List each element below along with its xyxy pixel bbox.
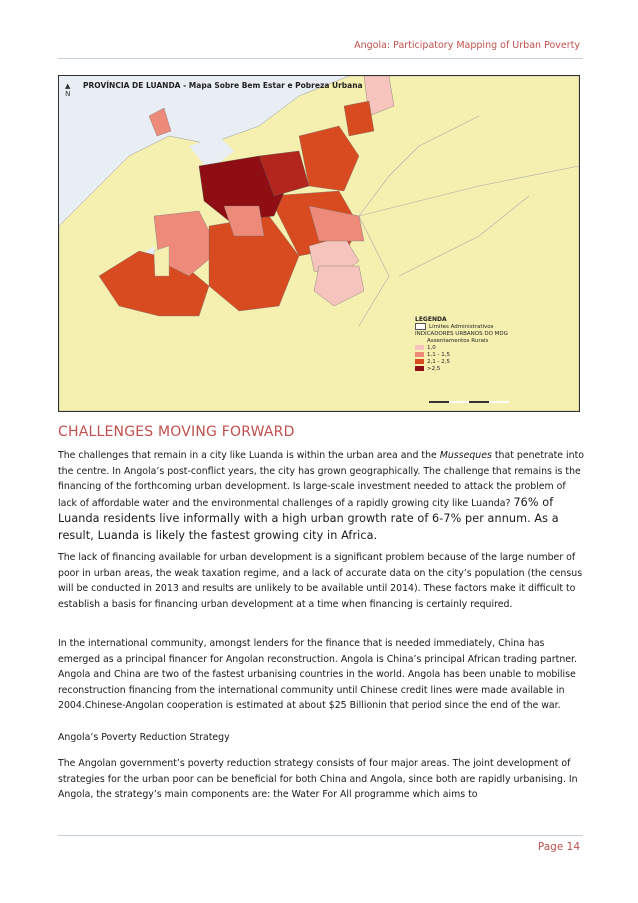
paragraph-challenges: The challenges that remain in a city like Luanda is within the urban area and the Musseques that penetrate into the centre. In Angola’s post-conflict years, the city has grown geographically. The challenge that remains is the financing of the forthcoming urban development. Is large-scale investment needed to attack the problem of lack of affordable water and the environmental challenges of a rapidly growing city like Luanda? 76% of Luanda residents live informally with a high urban growth rate of 6-7% per annum. As a result, Luanda is likely the fastest growing city in Africa.	[58, 450, 584, 542]
paragraph-financing: The lack of financing available for urban development is a significant problem because of the large number of poor in urban areas, the weak taxation regime, and a lack of accurate data on the city’s population (the census will be conducted in 2013 and results are unlikely to be available until 2014). These factors make it difficult to establish a basis for financing urban development at a time when financing is certainly required.	[58, 552, 583, 610]
footer-divider	[58, 835, 583, 836]
legend-boundary: Limites Administrativos	[415, 323, 508, 331]
legend-indicators: INDICADORES URBANOS DO MDG	[415, 331, 508, 337]
map-title: PROVÍNCIA DE LUANDA - Mapa Sobre Bem Estar e Pobreza Urbana	[83, 81, 363, 90]
legend-class: >2,5	[415, 366, 508, 373]
north-arrow-icon: ▲ N	[65, 82, 71, 98]
paragraph-strategy: The Angolan government’s poverty reduction strategy consists of four major areas. The joint development of strategies for the urban poor can be beneficial for both China and Angola, since both are rapidly urbanising. In Angola, the strategy’s main components are: the Water For All programme which aims to	[58, 758, 578, 801]
header-divider	[58, 58, 583, 59]
page-number: Page 14	[537, 841, 580, 853]
legend-class: 1,0	[415, 345, 508, 352]
page-header	[0, 40, 638, 54]
header-title: Angola: Participatory Mapping of Urban Poverty	[354, 40, 580, 51]
paragraph-china: In the international community, amongst lenders for the finance that is needed immediately, China has emerged as a principal financer for Angolan reconstruction. Angola is China’s principal African trading partner. Angola and China are two of the fastest urbanising countries in the world. Angola has been unable to mobilise reconstruction financing from the international community until Chinese credit lines were made available in 2004.Chinese-Angolan cooperation is estimated at about $25 Billionin that period since the end of the war.	[58, 638, 578, 712]
section-heading: CHALLENGES MOVING FORWARD	[58, 424, 295, 440]
legend-rural: Assentamentos Rurais	[427, 338, 489, 344]
legend-class: 1,1 - 1,5	[415, 352, 508, 359]
legend-title: LEGENDA	[415, 316, 447, 323]
subheading-poverty-strategy: Angola’s Poverty Reduction Strategy	[58, 732, 230, 743]
poverty-map	[58, 75, 580, 412]
map-legend	[415, 316, 508, 373]
scale-bar	[429, 401, 509, 403]
legend-class: 2,1 - 2,5	[415, 359, 508, 366]
